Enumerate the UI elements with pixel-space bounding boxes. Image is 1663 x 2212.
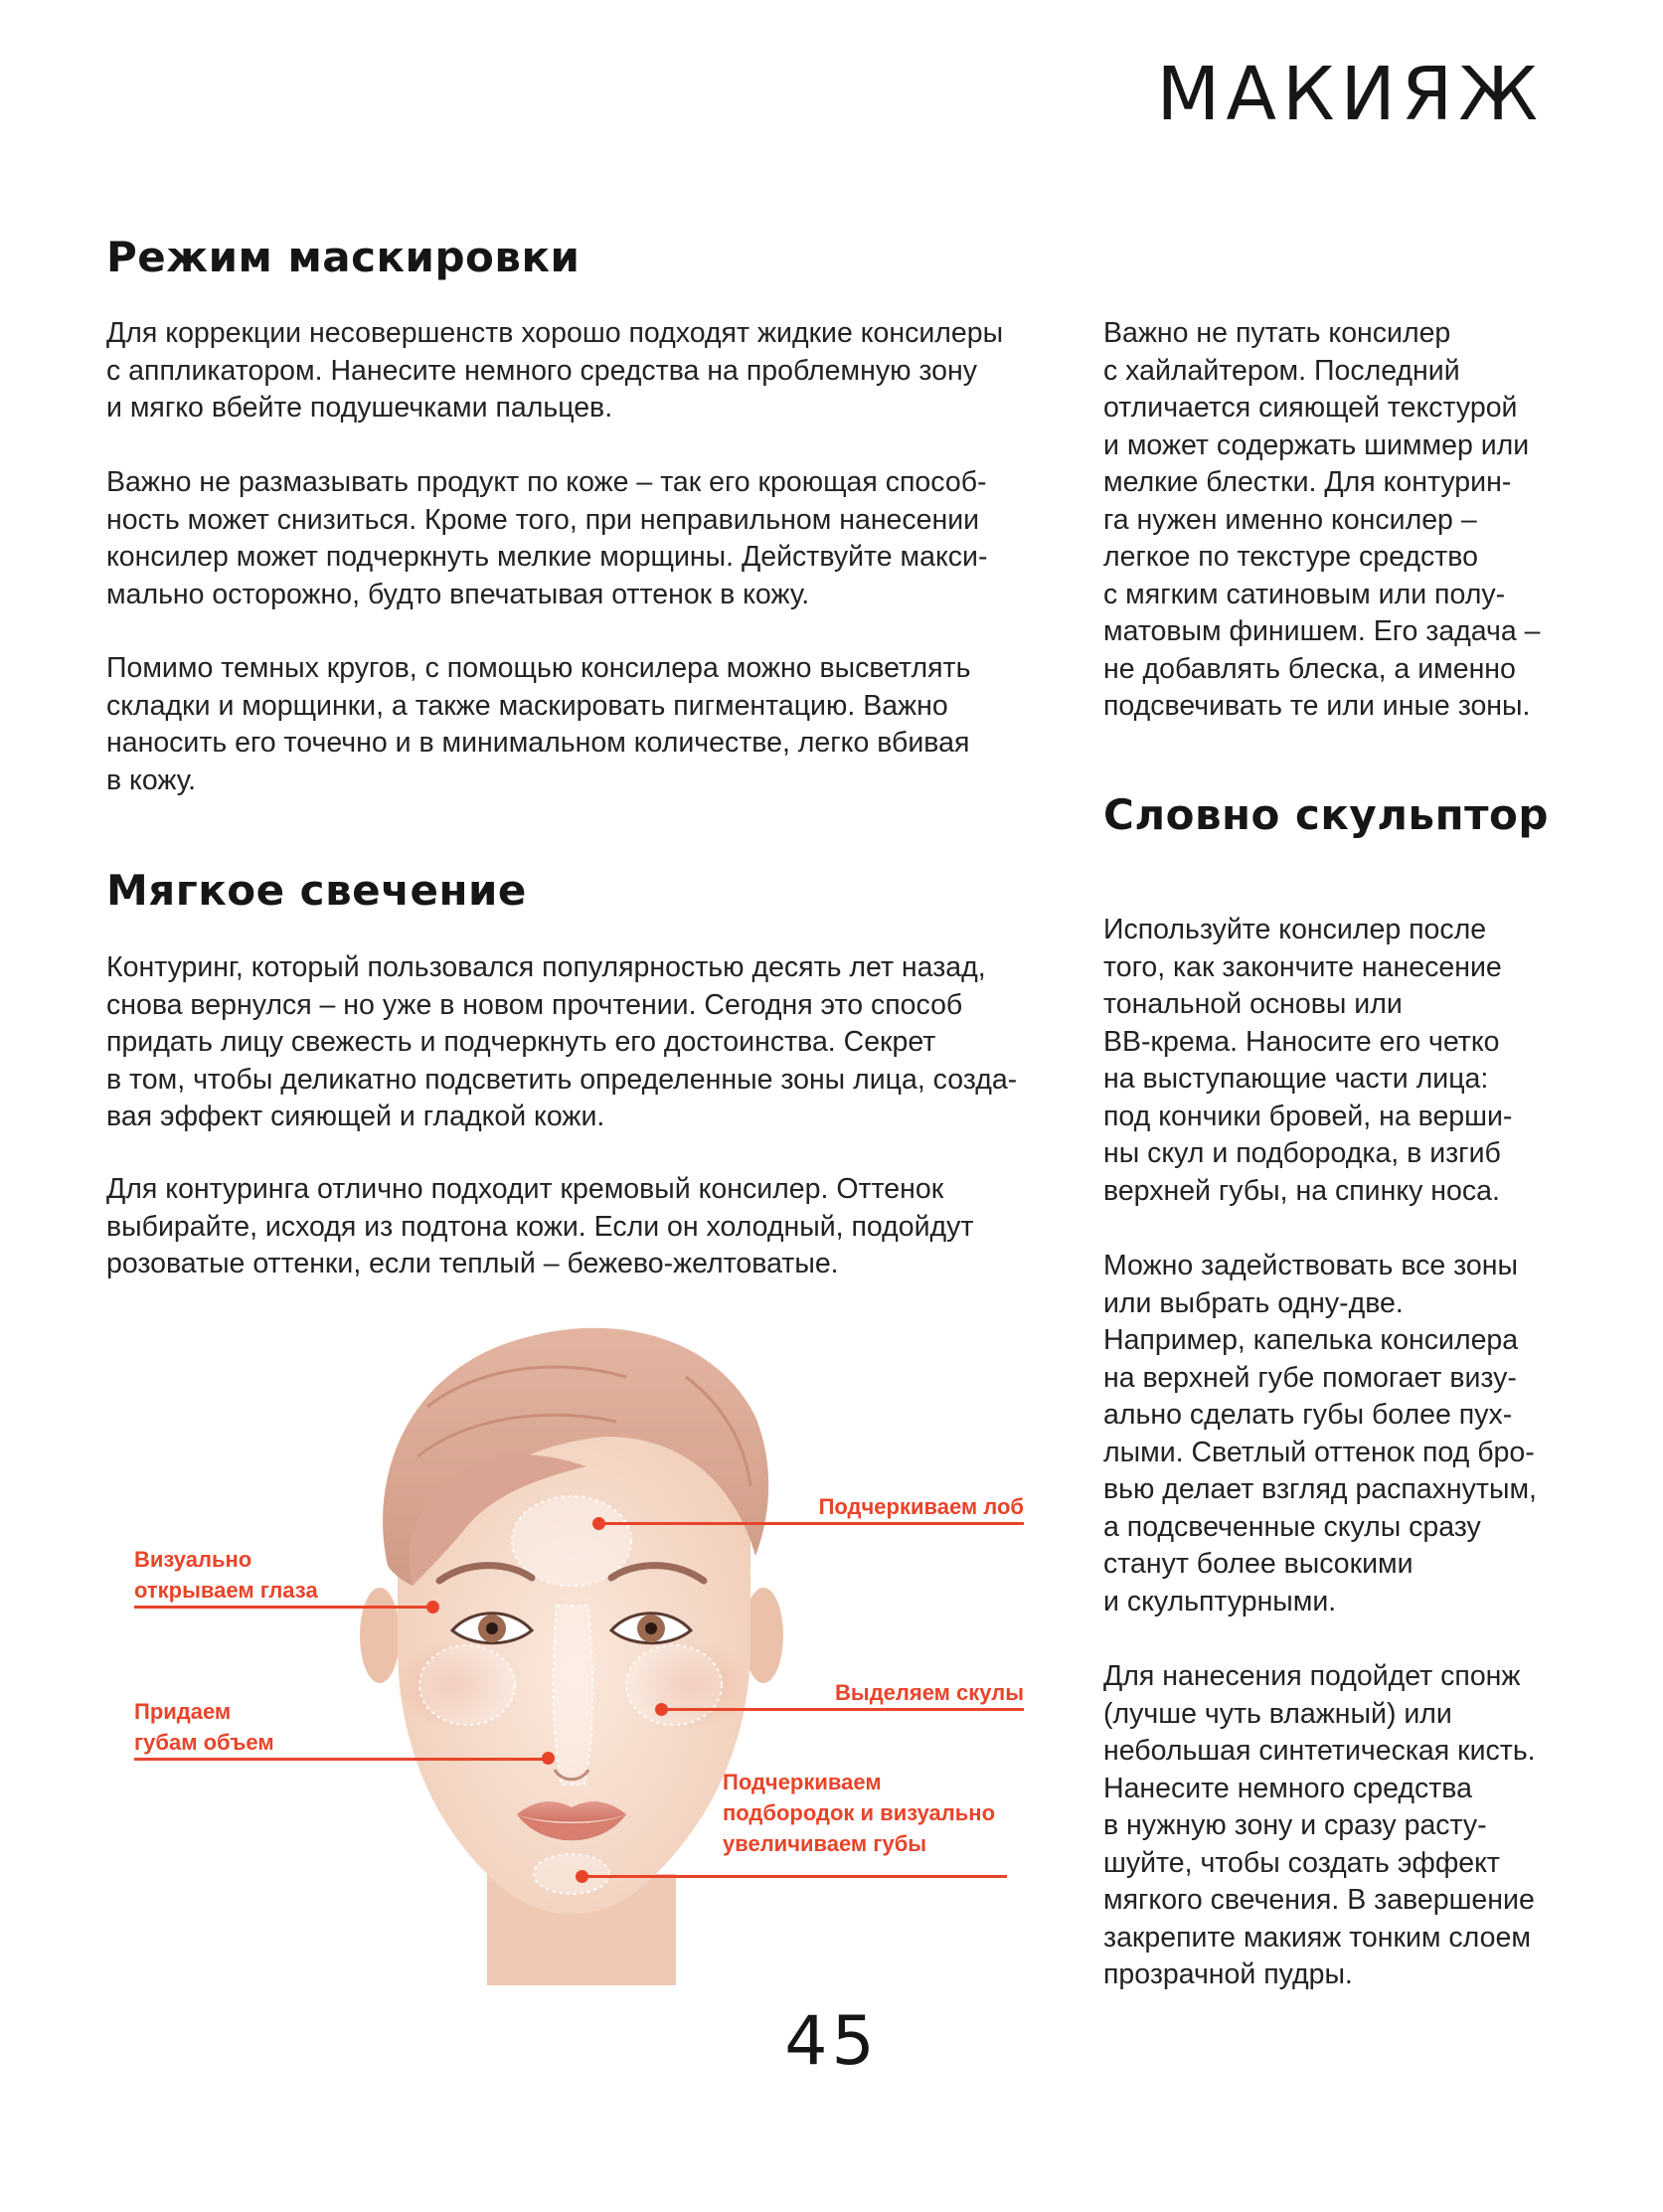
paragraph-masking-1: Для коррекции несовершенств хорошо подходят жидкие консилеры с аппликатором. Нанесите немного средства на проблемную зону и мягко вбейте подушечками пальцев. [106, 317, 1004, 424]
page-number: 45 [784, 2002, 879, 2081]
left-pupil [486, 1622, 498, 1634]
paragraph-masking-3: Помимо темных кругов, с помощью консилера можно высветлять складки и морщинки, а также маскировать пигментацию. Важно наносить его точечно и в минимальном количестве, легко вбивая в кожу. [106, 652, 971, 796]
nose-zone [554, 1606, 592, 1785]
leader-line-eyes [134, 1606, 432, 1609]
label-lips: Придаем губам объем [134, 1699, 274, 1755]
label-eyes: Визуально открываем глаза [134, 1547, 318, 1603]
cheek-zone-left [419, 1645, 515, 1725]
paragraph-sculptor-3: Для нанесения подойдет спонж (лучше чуть влажный) или небольшая синтетическая кисть. Нанесите немного средства в нужную зону и сразу расту- шуйте, чтобы создать эффект мягкого свечения. В завершение закрепите макияж тонким слоем прозрачной пудры. [1103, 1660, 1536, 1990]
label-forehead: Подчеркиваем лоб [818, 1494, 1024, 1519]
leader-dot-eyes [426, 1601, 439, 1614]
paragraph-glow-1: Контуринг, который пользовался популярностью десять лет назад, снова вернулся – но уже в новом прочтении. Сегодня это способ придать лицу свежесть и подчеркнуть его достоинства. Секрет в том, чтобы деликатно подсветить определенные зоны лица, созда- вая эффект сияющей и гладкой кожи. [106, 951, 1018, 1132]
leader-line-forehead [596, 1522, 1024, 1525]
heading-soft-glow: Мягкое свечение [106, 866, 527, 915]
paragraph-sculptor-1: Используйте консилер после того, как закончите нанесение тональной основы или BB-крема. Наносите его четко на выступающие части лица: под кончики бровей, на верши- ны скул и подбородка, в изгиб верхней губы, на спинку носа. [1103, 914, 1513, 1207]
leader-dot-forehead [592, 1517, 605, 1530]
label-chin: Подчеркиваем подбородок и визуально увеличиваем губы [723, 1770, 996, 1856]
leader-dot-chin [576, 1870, 588, 1883]
paragraph-sculptor-2: Можно задействовать все зоны или выбрать одну-две. Например, капелька консилера на верхней губе помогает визу- ально сделать губы более пух- лыми. Светлый оттенок под бро- вью делает взгляд распахнутым, а подсвеченные скулы сразу станут более высокими и скульптурными. [1103, 1250, 1537, 1617]
heading-masking-mode: Режим маскировки [106, 233, 581, 281]
paragraph-highlighter-note: Важно не путать консилер с хайлайтером. Последний отличается сияющей текстурой и может содержать шиммер или мелкие блестки. Для контурин- га нужен именно консилер – легкое по текстуре средство с мягким сатиновым или полу- матовым финишем. Его задача – не добавлять блеска, а именно подсвечивать те или иные зоны. [1103, 317, 1541, 722]
section-title: МАКИЯЖ [1156, 52, 1544, 137]
face-illustration [358, 1317, 795, 1985]
paragraph-masking-2: Важно не размазывать продукт по коже – так его кроющая способ- ность может снизиться. Кроме того, при неправильном нанесении консилер может подчеркнуть мелкие морщины. Действуйте макси- мально осторожно, будто впечатывая оттенок в кожу. [106, 466, 988, 610]
label-cheekbones: Выделяем скулы [835, 1680, 1024, 1705]
cheek-zone-right [626, 1645, 722, 1725]
leader-line-lips [134, 1758, 552, 1761]
heading-like-sculptor: Словно скульптор [1103, 790, 1549, 839]
leader-dot-cheekbones [655, 1703, 668, 1716]
leader-line-cheekbones [661, 1708, 1024, 1711]
forehead-zone [512, 1496, 631, 1586]
right-pupil [645, 1622, 657, 1634]
leader-dot-lips [542, 1752, 555, 1765]
paragraph-glow-2: Для контуринга отлично подходит кремовый консилер. Оттенок выбирайте, исходя из подтона кожи. Если он холодный, подойдут розоватые оттенки, если теплый – бежево-желтоватые. [106, 1173, 974, 1279]
chin-zone [534, 1854, 609, 1894]
leader-line-chin [582, 1875, 1007, 1878]
